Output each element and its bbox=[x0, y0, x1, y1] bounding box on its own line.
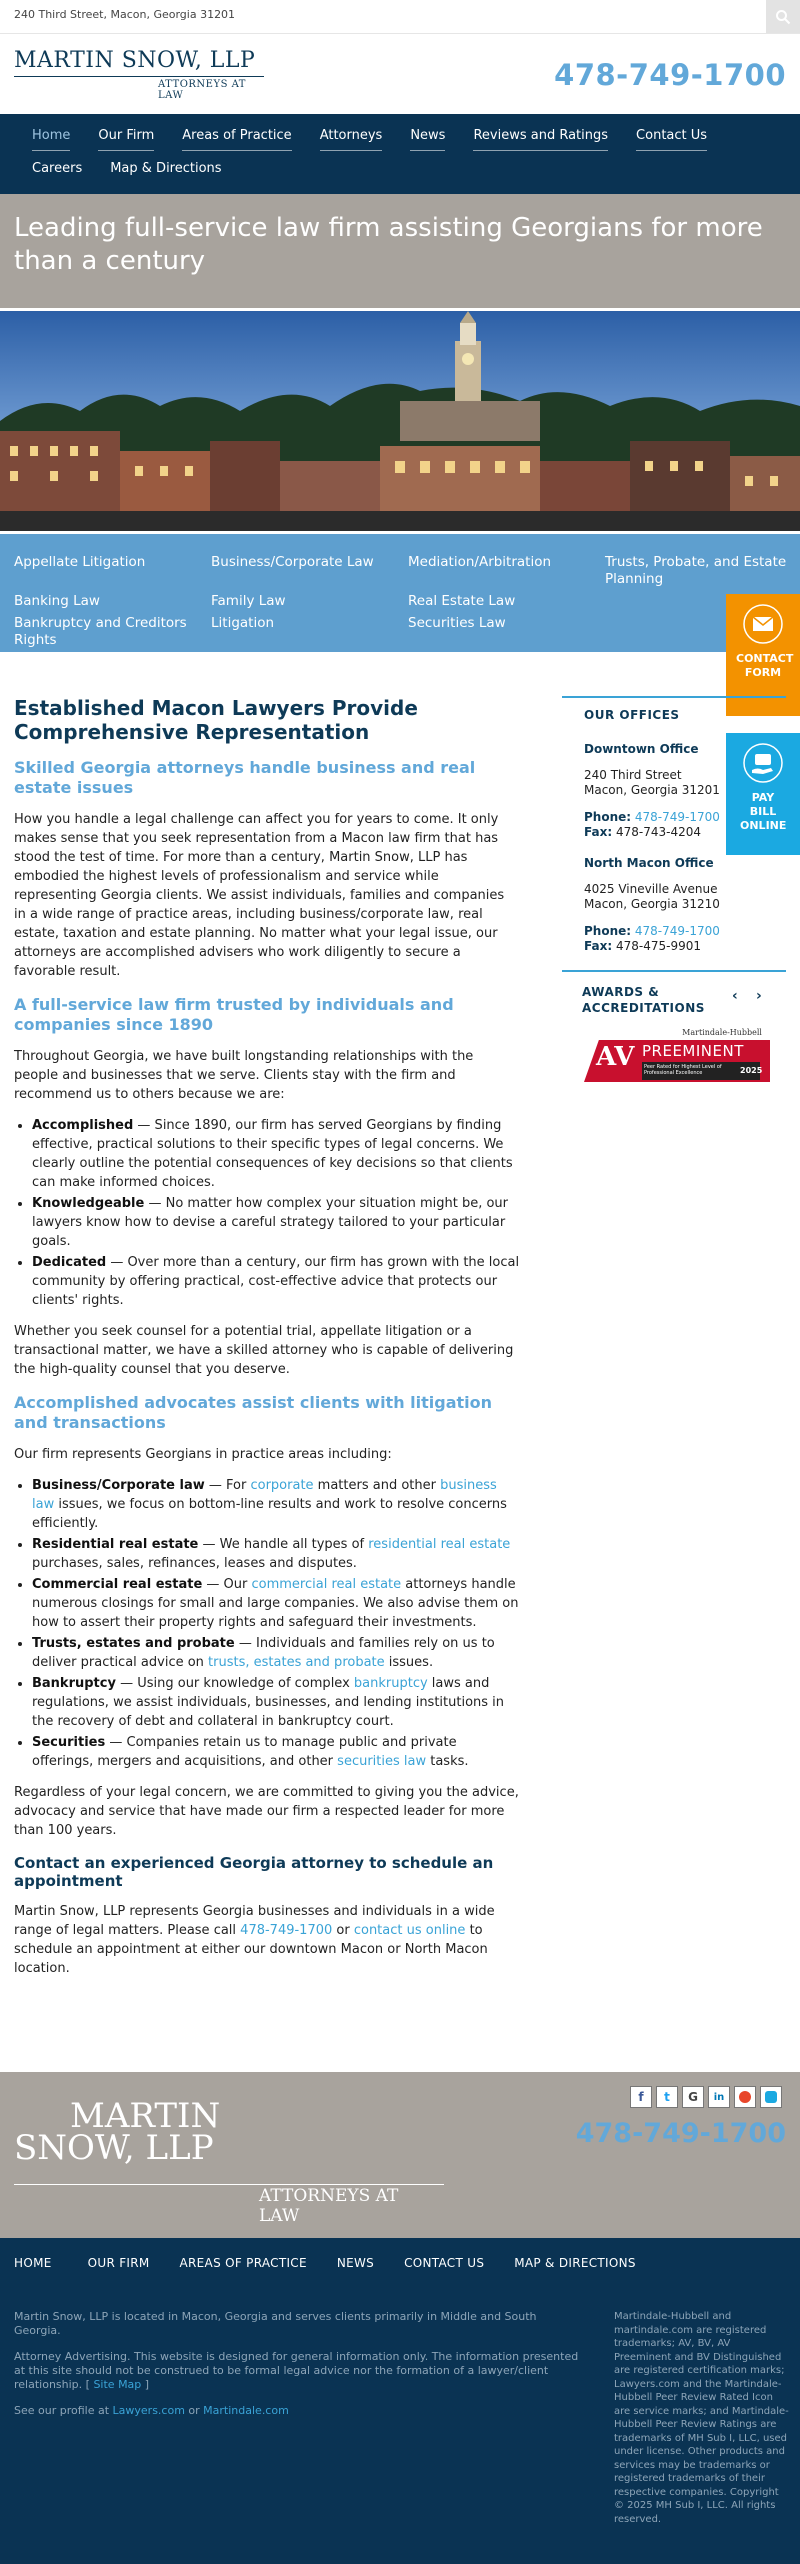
office-phone-fax: Phone: 478-749-1700 Fax: 478-475-9901 bbox=[584, 924, 720, 953]
intro-paragraph: How you handle a legal challenge can affect you for years to come. It only makes sense that you seek representation from a Macon law firm that has stood the test of time. For more than a century, Martin Snow, LLP has embodied the highest levels of professionalism and service while representing Georgia clients. We assist individuals, families and companies in a wide range of practice areas, including business/corporate law, real estate, taxation and estate planning. No matter what your legal issue, our attorneys are accomplished advisers who work diligently to secure a favorable result. bbox=[14, 812, 505, 979]
search-button[interactable] bbox=[766, 0, 800, 33]
office-address: 4025 Vineville Avenue Macon, Georgia 31210 bbox=[584, 882, 720, 911]
main-nav bbox=[0, 114, 800, 194]
top-address: 240 Third Street, Macon, Georgia 31201 bbox=[14, 8, 236, 21]
footer-legal bbox=[14, 2310, 584, 2430]
chevron-left-icon[interactable]: ‹ bbox=[732, 988, 738, 1004]
list-item: • Residential real estate — We handle all types of residential real estate purchases, sales, refinances, leases and disputes. bbox=[32, 1535, 520, 1573]
footer-phone-link[interactable]: 478-749-1700 bbox=[575, 2118, 786, 2149]
pay-bill-label: PAY BILL ONLINE bbox=[740, 791, 787, 832]
awards-heading: AWARDS & ACCREDITATIONS bbox=[582, 985, 705, 1015]
list-item: • Dedicated — Over more than a century, our firm has grown with the local community by offering practical, cost-effective advice that protects our clients' rights. bbox=[32, 1253, 520, 1310]
list-item: • Bankruptcy — Using our knowledge of complex bankruptcy laws and regulations, we assist individuals, businesses, and lending institutions in the recovery of debt and collateral in bankruptcy court. bbox=[32, 1674, 520, 1731]
contact-online-link[interactable]: contact us online bbox=[353, 1923, 466, 1938]
martindale-link[interactable]: Martindale.com bbox=[203, 2404, 289, 2417]
qualities-list bbox=[32, 1116, 520, 1310]
offices-widget bbox=[562, 696, 786, 954]
envelope-icon bbox=[743, 604, 783, 644]
office-phone-link[interactable]: 478-749-1700 bbox=[634, 810, 720, 824]
footer-logo-line2: SNOW, LLP bbox=[14, 2128, 214, 2168]
footer-nav bbox=[0, 2238, 800, 2270]
profile-links: See our profile at Lawyers.com or Martindale.com bbox=[14, 2404, 289, 2417]
site-header bbox=[0, 34, 800, 114]
list-item: • Business/Corporate law — For corporate matters and other business law issues, we focus on bottom-line results and work to resolve concerns efficiently. bbox=[32, 1476, 520, 1533]
facebook-icon[interactable]: f bbox=[630, 2086, 652, 2108]
top-bar bbox=[0, 0, 800, 34]
body-paragraph: Regardless of your legal concern, we are committed to giving you the advice, advocacy and service that have made our firm a respected leader for more than 100 years. bbox=[14, 1785, 519, 1838]
logo-name: MARTIN SNOW, LLP bbox=[14, 48, 256, 73]
securities-law-link[interactable]: securities law bbox=[337, 1754, 427, 1769]
practice-area-link[interactable]: Real Estate Law bbox=[408, 593, 516, 609]
practice-area-link[interactable]: Trusts, Probate, and Estate Planning bbox=[605, 554, 787, 587]
chevron-right-icon[interactable]: › bbox=[756, 988, 762, 1004]
social-links bbox=[630, 2086, 782, 2108]
site-logo[interactable] bbox=[14, 48, 264, 101]
nav-areas-of-practice[interactable]: Areas of Practice bbox=[182, 128, 291, 151]
header-phone-link[interactable]: 478-749-1700 bbox=[554, 58, 786, 92]
section-heading: Skilled Georgia attorneys handle business and real estate issues bbox=[14, 758, 476, 797]
trademark-notice: Martindale-Hubbell and martindale.com are registered trademarks; AV, BV, AV Preeminent and BV Distinguished are registered certification marks; Lawyers.com and the Martindale-Hubbell Peer Review Rated Icon are service marks; and Martindale-Hubbell Peer Review Ratings are trademarks of MH Sub I, LLC, used under license. Other products and services may be trademarks or registered trademarks of their respective companies. Copyright © 2025 MH Sub I, LLC. All rights reserved. bbox=[614, 2311, 789, 2525]
office-name: North Macon Office bbox=[584, 856, 714, 870]
bankruptcy-link[interactable]: bankruptcy bbox=[353, 1676, 428, 1691]
nav-home[interactable]: Home bbox=[32, 128, 70, 151]
list-item: • Securities — Companies retain us to manage public and private offerings, mergers and acquisitions, and other securities law tasks. bbox=[32, 1733, 520, 1771]
commercial-real-estate-link[interactable]: commercial real estate bbox=[251, 1577, 402, 1592]
footer-logo-rule bbox=[14, 2184, 444, 2185]
disclaimer-text: Attorney Advertising. This website is designed for general information only. The information presented at this site should not be construed to be formal legal advice nor the formation of a lawyer/client relationship. [ Site Map ] bbox=[14, 2350, 579, 2391]
rss-icon[interactable] bbox=[760, 2086, 782, 2108]
nav-map-directions[interactable]: Map & Directions bbox=[110, 161, 222, 176]
nav-reviews[interactable]: Reviews and Ratings bbox=[473, 128, 608, 151]
section-heading: A full-service law firm trusted by individuals and companies since 1890 bbox=[14, 995, 454, 1034]
office-phone-link[interactable]: 478-749-1700 bbox=[634, 924, 720, 938]
footer bbox=[0, 2238, 800, 2564]
office-name: Downtown Office bbox=[584, 742, 699, 756]
location-text: Martin Snow, LLP is located in Macon, Georgia and serves clients primarily in Middle and South Georgia. bbox=[14, 2310, 537, 2337]
nav-careers[interactable]: Careers bbox=[32, 161, 83, 176]
sidebar bbox=[562, 696, 786, 1092]
martindale-av-badge[interactable]: Martindale-Hubbell AV PREEMINENT Peer Rated for Highest Level of Professional Excellence 2025 bbox=[584, 1028, 770, 1084]
logo-tagline: ATTORNEYS AT LAW bbox=[158, 79, 246, 101]
awards-widget bbox=[562, 970, 786, 1092]
list-item: • Knowledgeable — No matter how complex your situation might be, our lawyers know how to devise a careful strategy tailored to your particular goals. bbox=[32, 1194, 520, 1251]
phone-link[interactable]: 478-749-1700 bbox=[240, 1923, 333, 1938]
nav-attorneys[interactable]: Attorneys bbox=[320, 128, 383, 151]
practice-area-link[interactable]: Mediation/Arbitration bbox=[408, 554, 552, 570]
footer-nav-areas[interactable]: AREAS OF PRACTICE bbox=[179, 2256, 307, 2270]
contact-heading: Contact an experienced Georgia attorney to schedule an appointment bbox=[14, 1854, 494, 1890]
office-phone-fax: Phone: 478-749-1700 Fax: 478-743-4204 bbox=[584, 810, 720, 839]
practice-area-link[interactable]: Litigation bbox=[211, 615, 275, 631]
practice-area-link[interactable]: Banking Law bbox=[14, 593, 100, 609]
practice-area-link[interactable]: Appellate Litigation bbox=[14, 554, 146, 570]
footer-nav-news[interactable]: NEWS bbox=[336, 2256, 375, 2270]
practice-areas-grid bbox=[0, 534, 800, 652]
practice-list bbox=[32, 1476, 520, 1771]
list-item: • Trusts, estates and probate — Individuals and families rely on us to deliver practical advice on trusts, estates and probate issues. bbox=[32, 1634, 520, 1672]
body-paragraph: Throughout Georgia, we have built longstanding relationships with the people and businesses that we serve. Clients stay with the firm and recommend us to others because we are: bbox=[14, 1049, 474, 1102]
search-icon bbox=[775, 9, 791, 25]
page-title: Established Macon Lawyers Provide Comprehensive Representation bbox=[14, 696, 418, 744]
yelp-icon[interactable] bbox=[734, 2086, 756, 2108]
contact-form-label: CONTACT FORM bbox=[736, 652, 794, 679]
practice-area-link[interactable]: Securities Law bbox=[408, 615, 506, 631]
footer-brand bbox=[0, 2072, 800, 2238]
office-address: 240 Third Street Macon, Georgia 31201 bbox=[584, 768, 720, 797]
practice-area-link[interactable]: Family Law bbox=[211, 593, 286, 609]
practice-area-link[interactable]: Business/Corporate Law bbox=[211, 554, 374, 570]
body-paragraph: Whether you seek counsel for a potential trial, appellate litigation or a transactional matter, we have a skilled attorney who is capable of delivering the high-quality counsel that you deserve. bbox=[14, 1324, 514, 1377]
linkedin-icon[interactable]: in bbox=[708, 2086, 730, 2108]
list-item: • Accomplished — Since 1890, our firm has served Georgians by finding effective, practical solutions to their specific types of legal concerns. We clearly outline the potential consequences of key decisions so that clients can make informed choices. bbox=[32, 1116, 520, 1192]
contact-paragraph: Martin Snow, LLP represents Georgia businesses and individuals in a wide range of legal matters. Please call 478-749-1700 or contact us online to schedule an appointment at either our downtown Macon or North Macon location. bbox=[14, 1904, 495, 1976]
lawyers-com-link[interactable]: Lawyers.com bbox=[112, 2404, 185, 2417]
hero-banner bbox=[0, 194, 800, 308]
practice-area-link[interactable]: Bankruptcy and Creditors Rights bbox=[14, 615, 187, 648]
site-map-link[interactable]: Site Map bbox=[93, 2378, 142, 2391]
hero-headline: Leading full-service law firm assisting Georgians for more than a century bbox=[14, 213, 763, 276]
business-law-link[interactable]: business law bbox=[32, 1478, 497, 1512]
list-item: • Commercial real estate — Our commercial real estate attorneys handle numerous closings for small and large companies. We also advise them on how to assert their property rights and safeguard their investments. bbox=[32, 1575, 520, 1632]
nav-our-firm[interactable]: Our Firm bbox=[98, 128, 154, 151]
footer-logo-tagline: ATTORNEYS AT LAW bbox=[259, 2186, 399, 2226]
nav-contact-us[interactable]: Contact Us bbox=[636, 128, 707, 151]
nav-news[interactable]: News bbox=[410, 128, 445, 151]
residential-real-estate-link[interactable]: residential real estate bbox=[368, 1537, 511, 1552]
skyline-illustration bbox=[0, 311, 800, 531]
footer-nav-map[interactable]: MAP & DIRECTIONS bbox=[514, 2256, 636, 2270]
twitter-icon[interactable]: t bbox=[656, 2086, 678, 2108]
footer-logo[interactable] bbox=[14, 2096, 444, 2226]
footer-nav-our-firm[interactable]: OUR FIRM bbox=[87, 2256, 150, 2270]
main-content bbox=[14, 696, 520, 1990]
footer-nav-home[interactable]: HOME bbox=[14, 2256, 52, 2270]
footer-logo-line1: MARTIN bbox=[70, 2096, 221, 2136]
corporate-link[interactable]: corporate bbox=[250, 1478, 314, 1493]
footer-nav-contact[interactable]: CONTACT US bbox=[404, 2256, 485, 2270]
trusts-estates-link[interactable]: trusts, estates and probate bbox=[208, 1655, 385, 1670]
hero-image-macon-skyline bbox=[0, 308, 800, 534]
logo-rule bbox=[14, 76, 264, 77]
section-heading: Accomplished advocates assist clients with litigation and transactions bbox=[14, 1393, 493, 1432]
offices-heading: OUR OFFICES bbox=[584, 708, 680, 722]
body-paragraph: Our firm represents Georgians in practice areas including: bbox=[14, 1447, 392, 1462]
google-icon[interactable]: G bbox=[682, 2086, 704, 2108]
